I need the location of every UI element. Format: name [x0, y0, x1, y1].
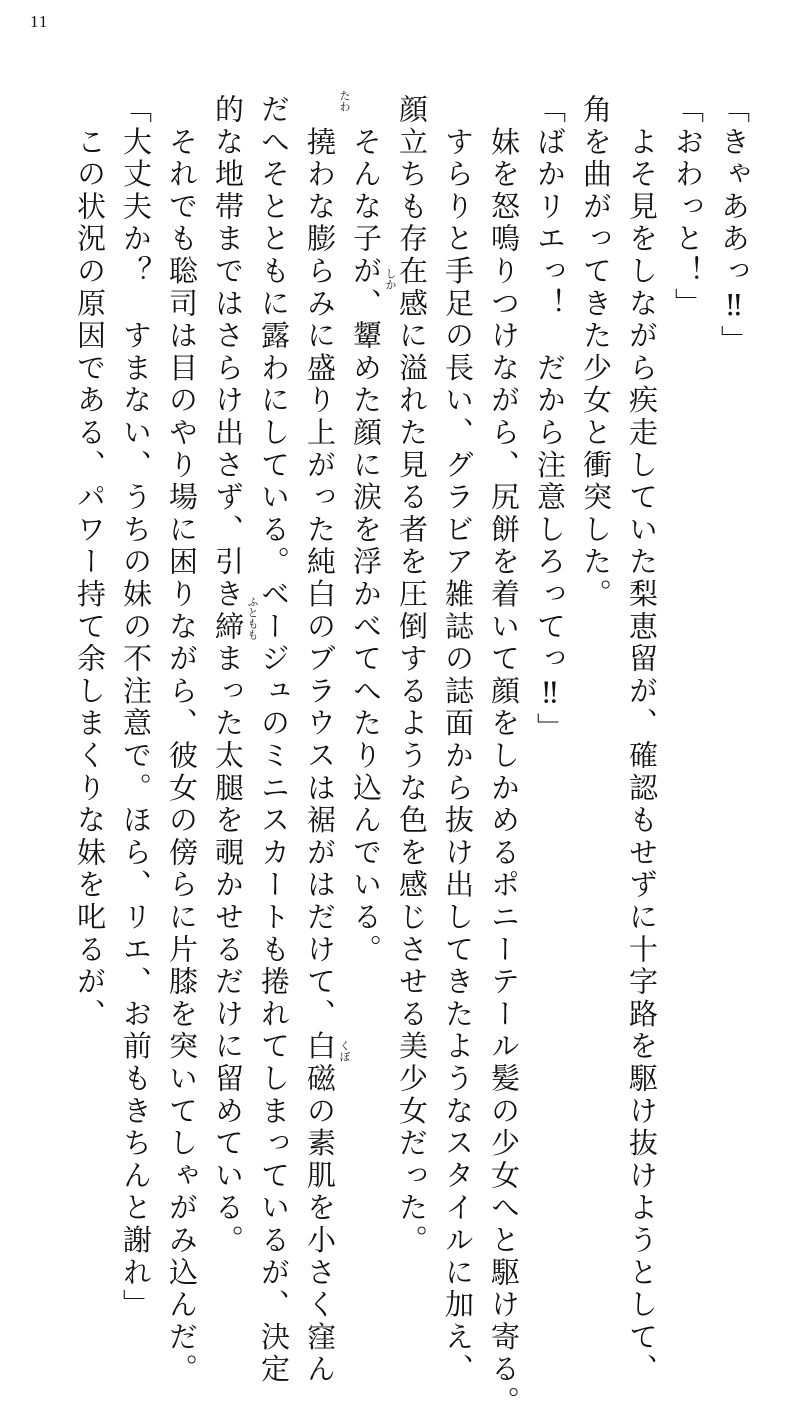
page-number: 11 [30, 12, 49, 31]
text-line: この状況の原因である、パワー持て余しまくりな妹を叱るが、 [73, 94, 107, 1031]
ruby-annotation: たわ [338, 90, 351, 112]
text-line: よそ見をしながら疾走していた梨恵留が、確認もせずに十字路を駆け抜けようとして、 [625, 94, 659, 1386]
text-line: そんな子が、顰めた顔に涙を浮かべてへたり込んでいる。 [349, 94, 383, 967]
text-line: 的な地帯まではさらけ出さず、引き締まった太腿を覗かせるだけに留めている。 [211, 94, 245, 1257]
text-line: 撓わな膨らみに盛り上がった純白のブラウスは裾がはだけて、白磁の素肌を小さく窪ん [303, 94, 337, 1386]
text-line: 角を曲がってきた少女と衝突した。 [579, 94, 613, 611]
text-line: すらりと手足の長い、グラビア雑誌の誌面から抜け出してきたようなスタイルに加え、 [441, 94, 475, 1386]
text-line: だへそとともに露わにしている。ベージュのミニスカートも捲れてしまっているが、決定 [257, 94, 291, 1386]
text-line: 顔立ちも存在感に溢れた見る者を圧倒するような色を感じさせる美少女だった。 [395, 94, 429, 1257]
ruby-annotation: くぼ [338, 1040, 351, 1062]
text-line: 「おわっと！」 [671, 94, 705, 321]
text-line: 妹を怒鳴りつけながら、尻餅を着いて顔をしかめるポニーテール髪の少女へと駆け寄る。 [487, 94, 521, 1418]
text-line: 「ばかリエっ！ だから注意しろってっ‼」 [533, 94, 567, 745]
text-line: 「きゃああっ‼」 [717, 94, 751, 358]
text-line: それでも聡司は目のやり場に困りながら、彼女の傍らに片膝を突いてしゃがみ込んだ。 [165, 94, 199, 1386]
ruby-annotation: ふともも [246, 596, 259, 640]
ruby-annotation: しか [384, 268, 397, 290]
text-line: 「大丈夫か？ すまない、うちの妹の不注意で。ほら、リエ、お前もきちんと謝れ」 [119, 94, 153, 1322]
